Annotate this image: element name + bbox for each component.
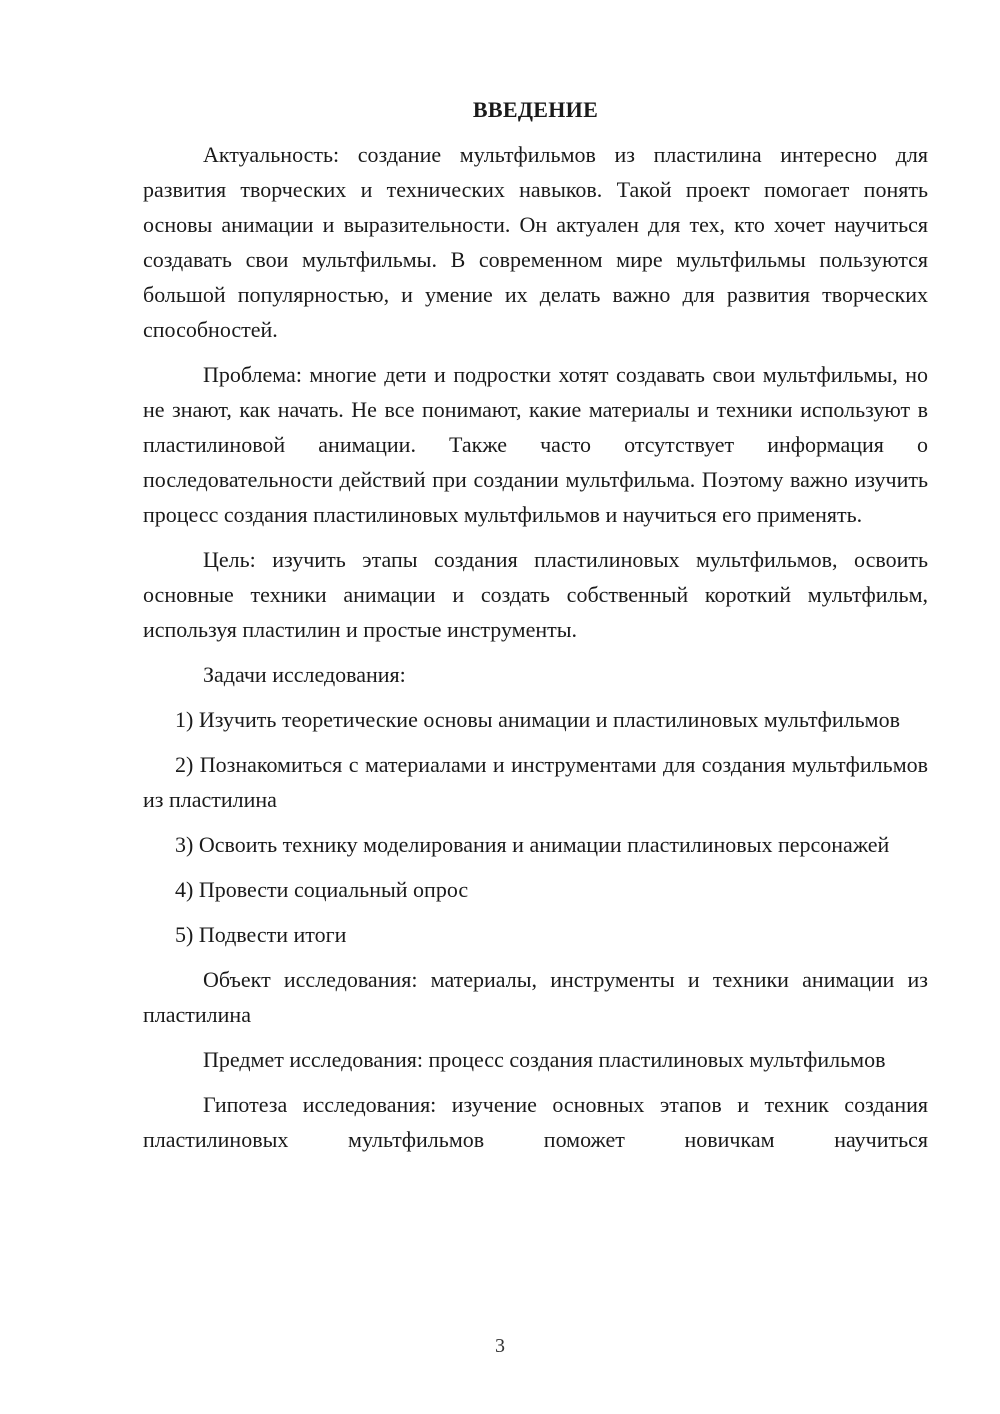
paragraph-hypothesis: Гипотеза исследования: изучение основных этапов и техник создания пластилиновых мультфильмов поможет новичкам научиться	[143, 1092, 928, 1152]
paragraph-problem: Проблема: многие дети и подростки хотят создавать свои мультфильмы, но не знают, как начать. Не все понимают, какие материалы и техники используют в пластилиновой анимации. Также часто отсутствует информация о последовательности действий при создании мультфильма. Поэтому важно изучить процесс создания пластилиновых мультфильмов и научиться его применять.	[143, 362, 928, 527]
list-item-task-2: 2) Познакомиться с материалами и инструментами для создания мультфильмов из пластилина	[143, 752, 928, 812]
paragraph-relevance: Актуальность: создание мультфильмов из пластилина интересно для развития творческих и технических навыков. Такой проект помогает понять основы анимации и выразительности. Он актуален для тех, кто хочет научиться создавать свои мультфильмы. В современном мире мультфильмы пользуются большой популярностью, и умение их делать важно для развития творческих способностей.	[143, 142, 928, 342]
list-item-task-1: 1) Изучить теоретические основы анимации и пластилиновых мультфильмов	[175, 707, 900, 732]
paragraph-subject: Предмет исследования: процесс создания пластилиновых мультфильмов	[203, 1047, 886, 1072]
paragraph-tasks-title: Задачи исследования:	[203, 662, 406, 687]
page-title: ВВЕДЕНИЕ	[472, 97, 599, 122]
list-item-task-4: 4) Провести социальный опрос	[175, 877, 469, 902]
paragraph-object: Объект исследования: материалы, инструменты и техники анимации из пластилина	[143, 967, 928, 1027]
page-number: 3	[495, 1335, 505, 1357]
list-item-task-5: 5) Подвести итоги	[175, 922, 347, 947]
document-page	[143, 95, 928, 1167]
list-item-task-3: 3) Освоить технику моделирования и анимации пластилиновых персонажей	[175, 832, 890, 857]
paragraph-goal: Цель: изучить этапы создания пластилиновых мультфильмов, освоить основные техники анимации и создать собственный короткий мультфильм, используя пластилин и простые инструменты.	[143, 547, 928, 642]
